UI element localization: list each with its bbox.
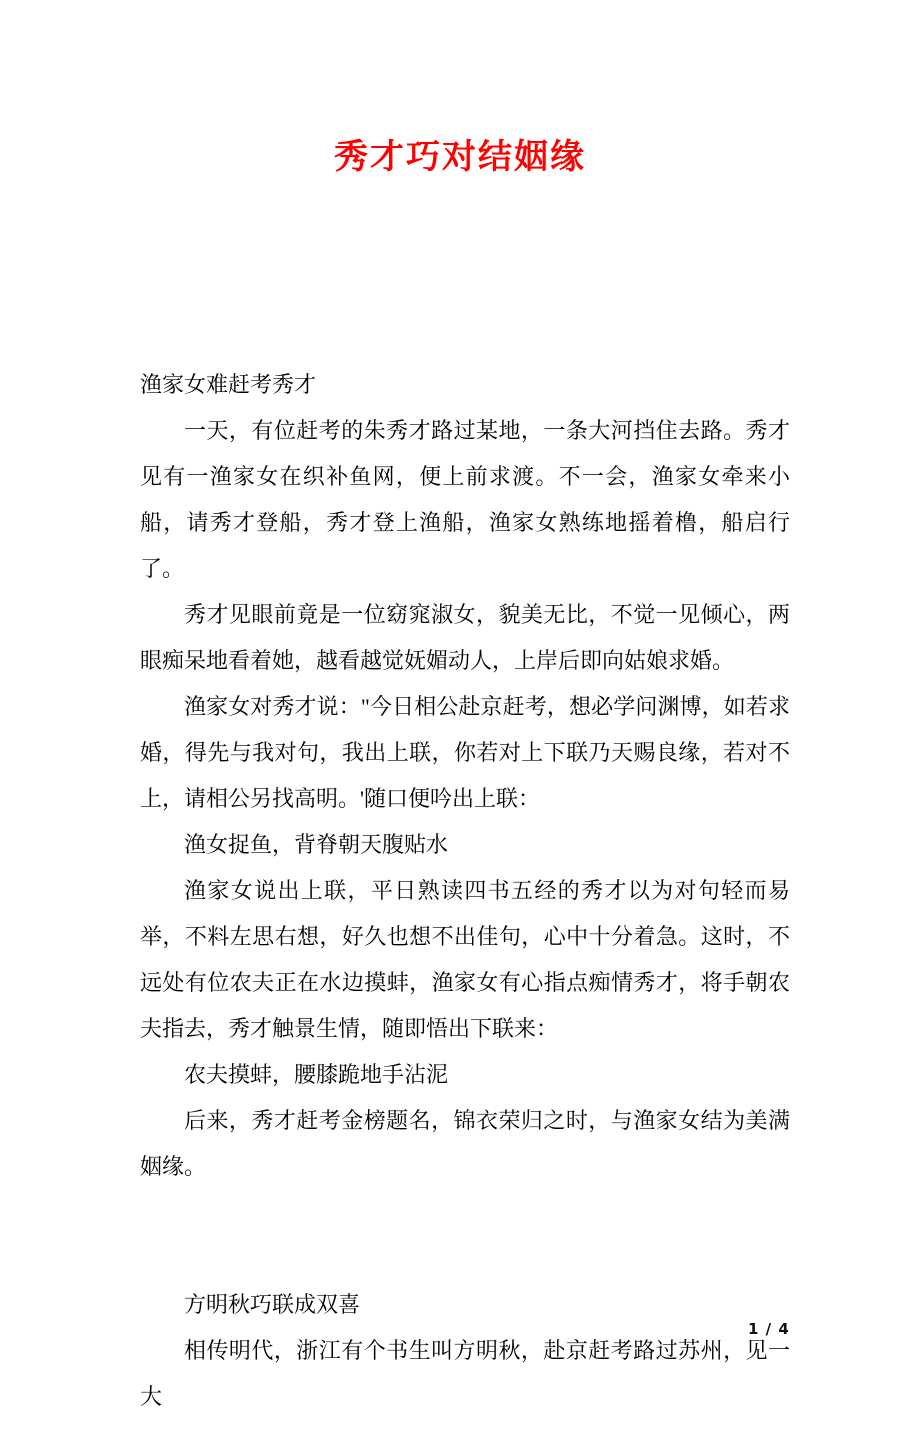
couplet-second-line: 农夫摸蚌，腰膝跪地手沾泥	[184, 1062, 449, 1087]
paragraph-love-at-first-sight: 秀才见眼前竟是一位窈窕淑女，貌美无比，不觉一见倾心，两眼痴呆地看着她，越看越觉妩媚动人，上岸后即向姑娘求婚。	[140, 602, 790, 673]
section-heading-fisher-girl: 渔家女难赶考秀才	[140, 372, 317, 397]
document-title: 秀才巧对结姻缘	[334, 139, 586, 176]
paragraph-challenge: 渔家女对秀才说："今日相公赴京赶考，想必学问渊博，如若求婚，得先与我对句，我出上联，你若对上下联乃天赐良缘，若对不上，请相公另找高明。'随口便吟出上联：	[140, 694, 790, 811]
paragraph-fang-mingqiu-intro: 相传明代，浙江有个书生叫方明秋，赴京赶考路过苏州，见一大	[140, 1338, 790, 1409]
paragraph-happy-ending: 后来，秀才赶考金榜题名，锦衣荣归之时，与渔家女结为美满姻缘。	[140, 1108, 790, 1179]
couplet-first-line: 渔女捉鱼，背脊朝天腹贴水	[184, 832, 449, 857]
document-body	[140, 362, 790, 1420]
paragraph-river-crossing: 一天，有位赶考的朱秀才路过某地，一条大河挡住去路。秀才见有一渔家女在织补鱼网，便上前求渡。不一会，渔家女牵来小船，请秀才登船，秀才登上渔船，渔家女熟练地摇着橹，船启行了。	[140, 418, 790, 581]
section-gap	[140, 1190, 790, 1282]
paragraph-struggle: 渔家女说出上联，平日熟读四书五经的秀才以为对句轻而易举，不料左思右想，好久也想不出佳句，心中十分着急。这时，不远处有位农夫正在水边摸蚌，渔家女有心指点痴情秀才，将手朝农夫指去，秀才触景生情，随即悟出下联来：	[140, 878, 790, 1041]
page-number-indicator: 1 / 4	[748, 1320, 790, 1338]
document-page	[0, 134, 920, 1436]
section-heading-fang-mingqiu: 方明秋巧联成双喜	[184, 1292, 361, 1317]
